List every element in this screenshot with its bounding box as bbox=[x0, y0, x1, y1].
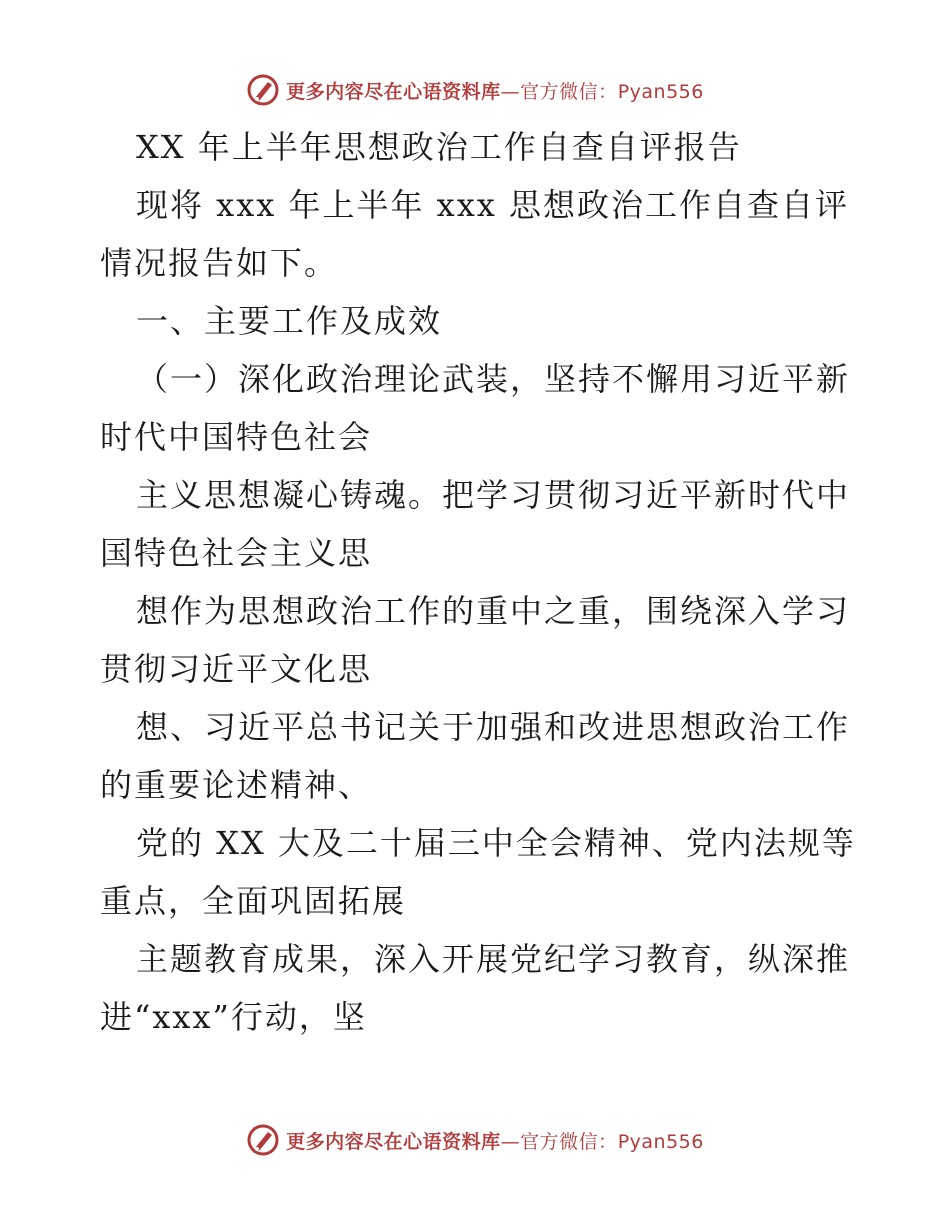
document-body bbox=[100, 118, 856, 1046]
banner-main-text: 更多内容尽在心语资料库 bbox=[286, 80, 501, 103]
banner-wechat-label: 官方微信： bbox=[520, 80, 618, 103]
banner-wechat-label: 官方微信： bbox=[520, 1130, 618, 1153]
banner-wechat-id: Pyan556 bbox=[617, 1130, 704, 1153]
banner-content bbox=[246, 1123, 704, 1157]
paragraph-line: 进“xxx”行动，坚 bbox=[100, 998, 367, 1036]
document-title: XX 年上半年思想政治工作自查自评报告 bbox=[136, 128, 742, 166]
paragraph-line: 想作为思想政治工作的重中之重，围绕深入学习 bbox=[136, 592, 851, 630]
section-heading: 一、主要工作及成效 bbox=[136, 302, 443, 340]
paragraph-line: 情况报告如下。 bbox=[100, 244, 339, 282]
paragraph-line: 的重要论述精神、 bbox=[100, 766, 373, 804]
footer-banner bbox=[0, 1120, 950, 1160]
paragraph-line: 现将 xxx 年上半年 xxx 思想政治工作自查自评 bbox=[136, 186, 849, 224]
pen-logo-icon bbox=[246, 73, 280, 107]
paragraph-line: 重点，全面巩固拓展 bbox=[100, 882, 407, 920]
paragraph-line: 时代中国特色社会 bbox=[100, 418, 373, 456]
banner-text bbox=[286, 77, 704, 104]
paragraph-line: （一）深化政治理论武装，坚持不懈用习近平新 bbox=[136, 360, 851, 398]
banner-dash: — bbox=[500, 1130, 521, 1153]
banner-text bbox=[286, 1127, 704, 1154]
banner-dash: — bbox=[500, 80, 521, 103]
paragraph-line: 国特色社会主义思 bbox=[100, 534, 373, 572]
paragraph-line: 主题教育成果，深入开展党纪学习教育，纵深推 bbox=[136, 940, 851, 978]
pen-logo-icon bbox=[246, 1123, 280, 1157]
banner-content bbox=[246, 73, 704, 107]
paragraph-line: 贯彻习近平文化思 bbox=[100, 650, 373, 688]
paragraph-line: 想、习近平总书记关于加强和改进思想政治工作 bbox=[136, 708, 851, 746]
paragraph-line: 主义思想凝心铸魂。把学习贯彻习近平新时代中 bbox=[136, 476, 851, 514]
banner-wechat-id: Pyan556 bbox=[617, 80, 704, 103]
banner-main-text: 更多内容尽在心语资料库 bbox=[286, 1130, 501, 1153]
paragraph-line: 党的 XX 大及二十届三中全会精神、党内法规等 bbox=[136, 824, 856, 862]
header-banner bbox=[0, 70, 950, 110]
